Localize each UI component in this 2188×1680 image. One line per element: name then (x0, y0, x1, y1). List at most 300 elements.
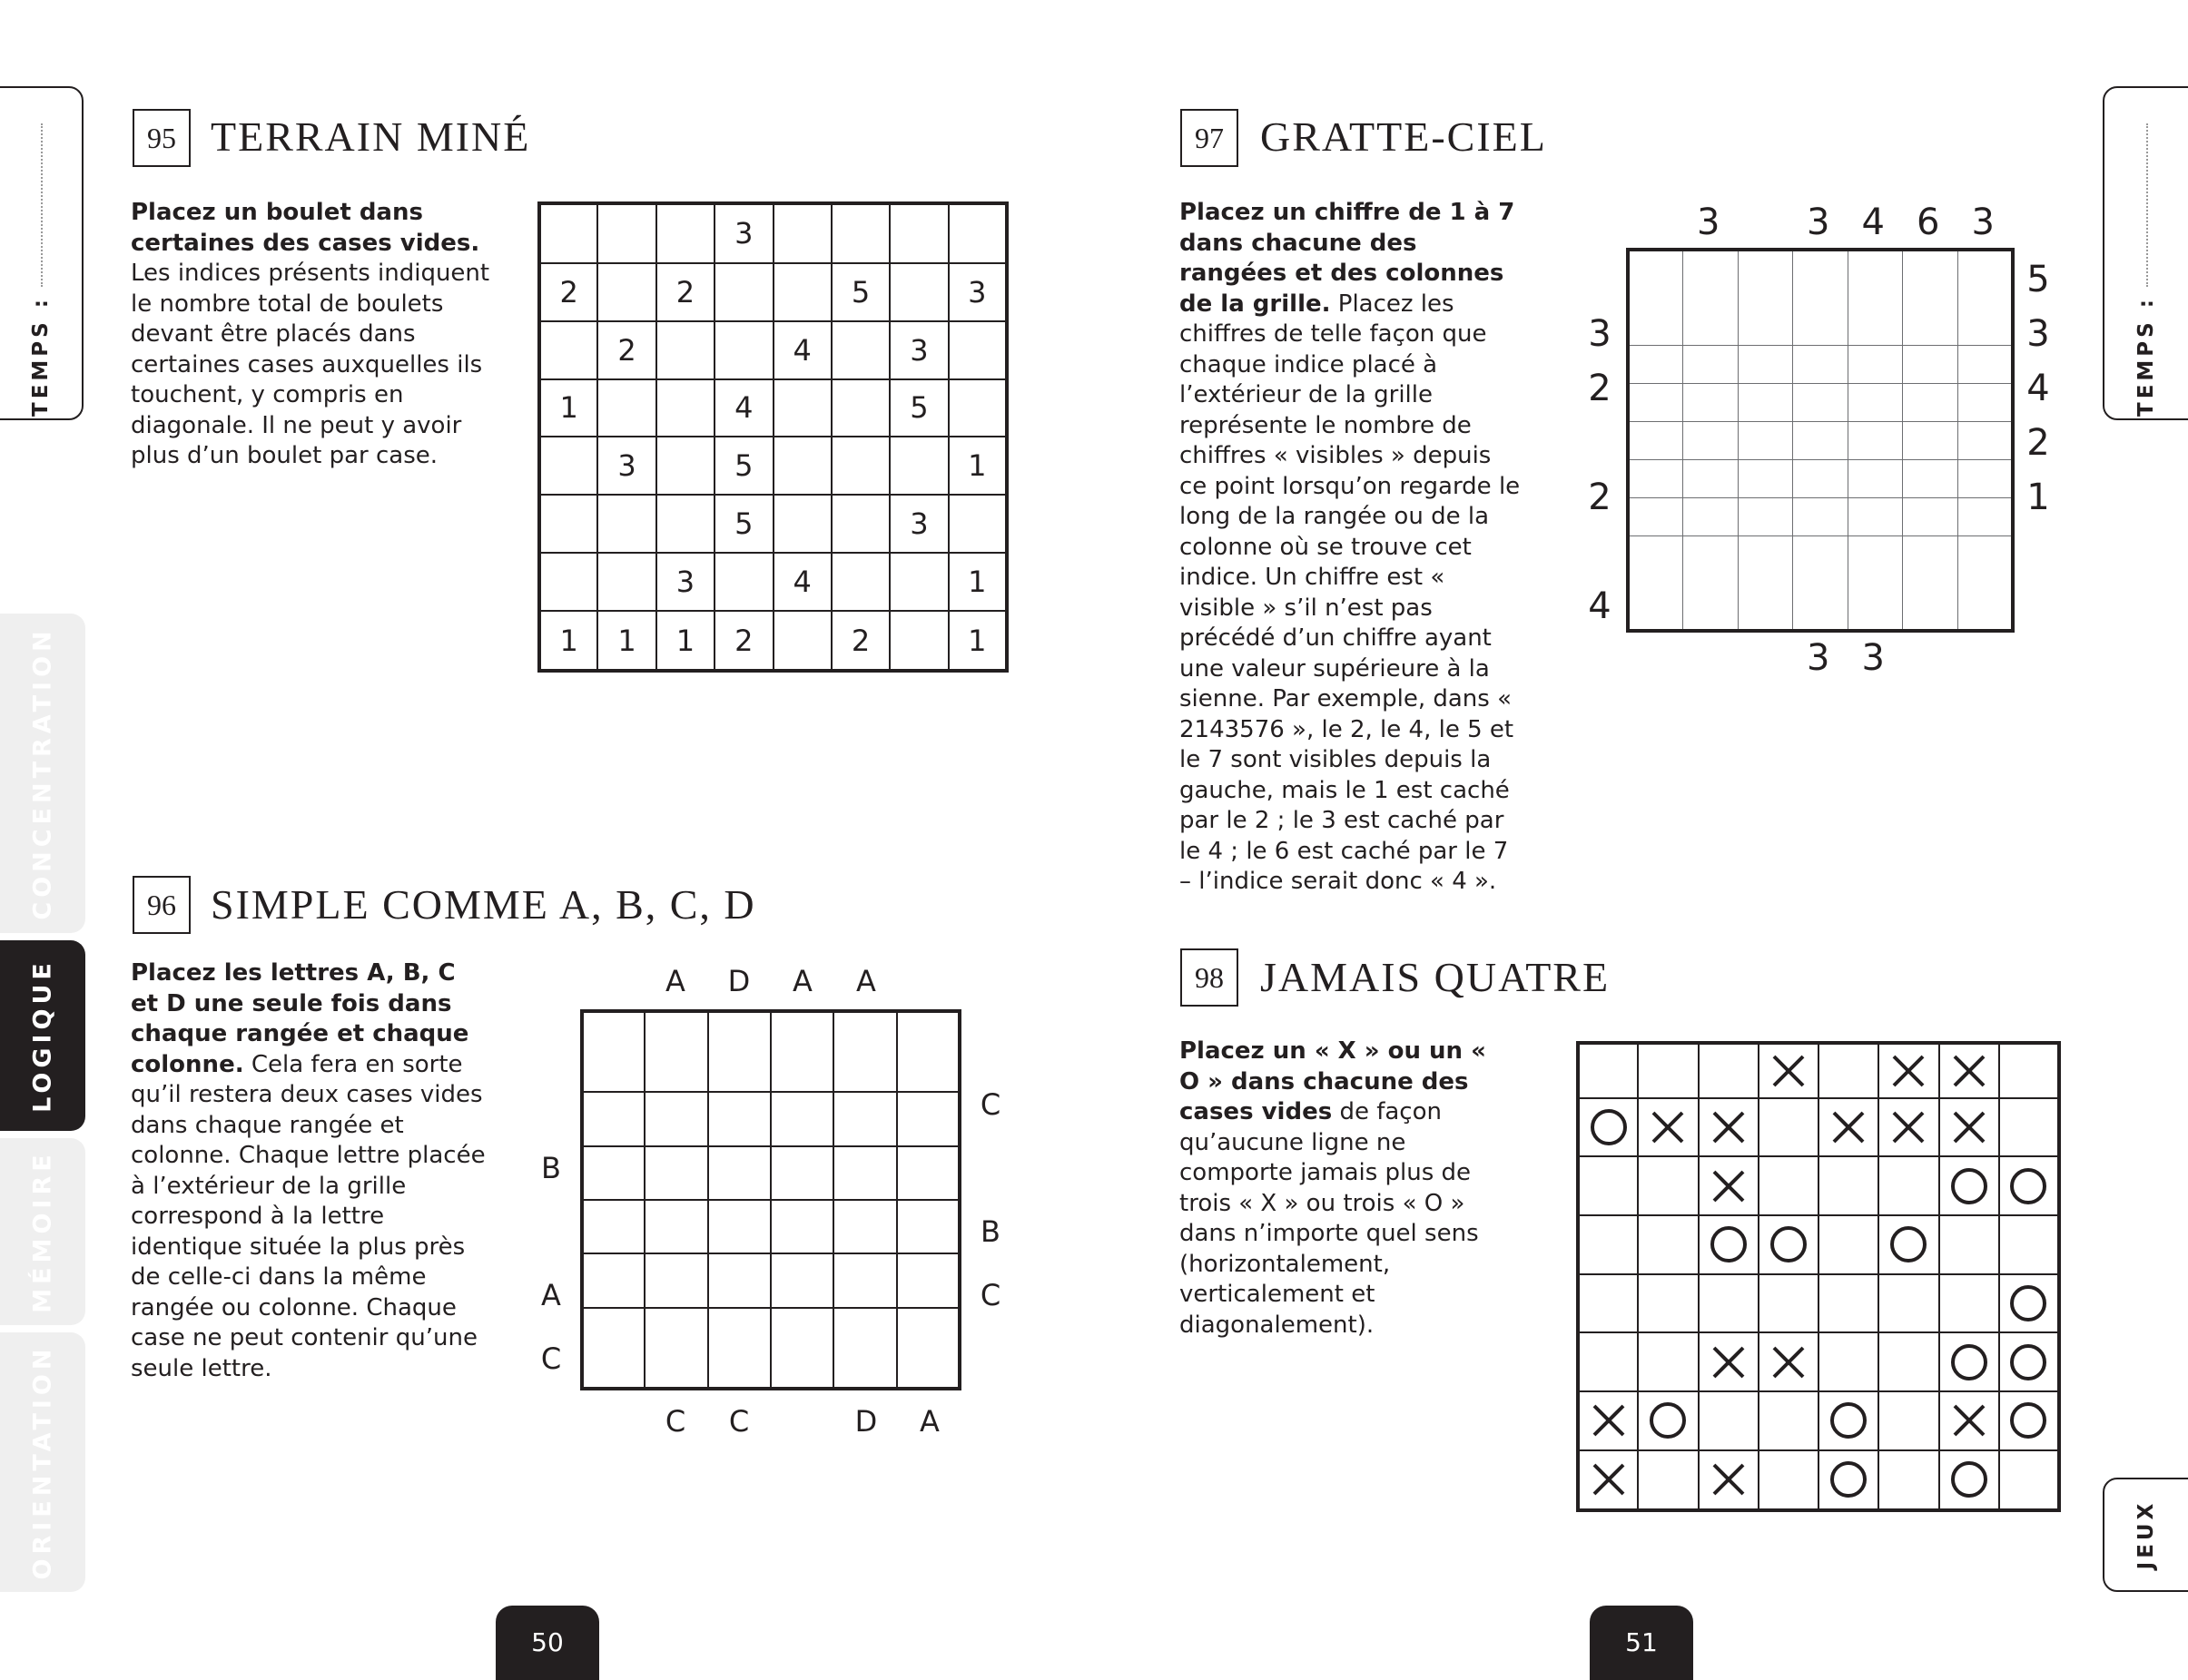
grid-cell[interactable] (1759, 1332, 1818, 1391)
number-clue: 5 (2026, 259, 2050, 300)
grid-cell[interactable] (1683, 421, 1739, 459)
grid-cell[interactable] (1699, 1391, 1759, 1450)
grid-cell[interactable]: 1 (656, 611, 715, 671)
grid-cell[interactable] (1793, 383, 1848, 421)
grid-cell[interactable] (1683, 497, 1739, 535)
grid-cell[interactable] (1878, 1332, 1938, 1391)
grid-cell[interactable] (1738, 535, 1793, 631)
grid-cell[interactable] (833, 1011, 896, 1092)
puzzle-title: JAMAIS QUATRE (1260, 954, 1611, 1000)
grid-cell[interactable] (582, 1200, 645, 1253)
grid-row (582, 1092, 960, 1145)
grid-cell[interactable] (1903, 459, 1958, 497)
grid-cell[interactable] (774, 379, 832, 437)
grid-cell[interactable] (833, 1092, 896, 1145)
tab-jeux-label: JEUX (2134, 1499, 2158, 1570)
puzzle-instructions (1179, 198, 1521, 898)
grid-cell[interactable] (1939, 1215, 1999, 1274)
tab-jeux[interactable] (2103, 1478, 2188, 1592)
grid-cell[interactable] (1699, 1332, 1759, 1391)
grid-cell[interactable] (1939, 1450, 1999, 1510)
o-mark (1709, 1224, 1749, 1264)
grid-cell[interactable] (897, 1200, 960, 1253)
instructions-bold: Placez un boulet dans certaines des cases vides. (131, 199, 480, 257)
grid-cell[interactable] (1793, 345, 1848, 383)
grid-cell[interactable] (1628, 497, 1683, 535)
grid-cell[interactable] (1578, 1156, 1638, 1215)
grid-cell[interactable] (645, 1011, 707, 1092)
grid-cell[interactable] (1939, 1043, 1999, 1098)
grid-cell[interactable]: 1 (597, 611, 655, 671)
tab-memoire[interactable] (0, 1138, 85, 1325)
grid-cell[interactable]: 3 (715, 203, 773, 263)
grid-cell[interactable]: 2 (832, 611, 890, 671)
grid-cell[interactable] (1903, 345, 1958, 383)
grid-cell[interactable]: 1 (949, 553, 1007, 611)
grid-cell[interactable] (832, 321, 890, 379)
grid-cell[interactable] (1939, 1274, 1999, 1333)
grid-cell[interactable] (771, 1200, 833, 1253)
puzzle-instructions (131, 198, 490, 472)
grid-cell[interactable]: 1 (539, 611, 597, 671)
o-mark (2008, 1283, 2048, 1323)
grid-cell[interactable] (1939, 1156, 1999, 1215)
grid-cell[interactable] (1878, 1098, 1938, 1157)
grid-cell[interactable] (645, 1308, 707, 1389)
grid-cell[interactable] (1903, 383, 1958, 421)
grid-row (1628, 459, 2013, 497)
grid-cell[interactable] (1818, 1156, 1878, 1215)
grid-cell[interactable]: 2 (715, 611, 773, 671)
grid-cell[interactable]: 3 (890, 321, 948, 379)
grid-cell[interactable]: 4 (774, 553, 832, 611)
time-label: TEMPS : (2134, 296, 2158, 417)
grid-cell[interactable] (1699, 1098, 1759, 1157)
grid-row (1578, 1156, 2059, 1215)
grid-cell[interactable] (1638, 1215, 1698, 1274)
grid-cell[interactable] (1999, 1043, 2059, 1098)
grid-cell[interactable] (656, 321, 715, 379)
grid-cell[interactable] (1878, 1215, 1938, 1274)
x-mark (1951, 1402, 1987, 1439)
grid-cell[interactable] (1999, 1391, 2059, 1450)
grid-cell[interactable] (897, 1092, 960, 1145)
grid-cell[interactable] (1818, 1098, 1878, 1157)
grid-cell[interactable]: 1 (539, 379, 597, 437)
grid-cell[interactable] (890, 611, 948, 671)
grid-row (582, 1308, 960, 1389)
grid-cell[interactable] (1759, 1215, 1818, 1274)
grid-cell[interactable] (771, 1146, 833, 1200)
grid-cell[interactable] (1818, 1391, 1878, 1450)
grid-cell[interactable] (1628, 345, 1683, 383)
grid-cell[interactable] (1848, 383, 1903, 421)
letter-clue: B (541, 1151, 561, 1185)
x-mark (1710, 1344, 1747, 1380)
grid-cell[interactable] (656, 437, 715, 495)
grid-cell[interactable]: 3 (597, 437, 655, 495)
grid-cell[interactable] (1759, 1274, 1818, 1333)
grid-cell[interactable] (1903, 535, 1958, 631)
grid-cell[interactable] (832, 553, 890, 611)
x-mark (1770, 1053, 1807, 1089)
grid-cell[interactable] (897, 1146, 960, 1200)
grid-cell[interactable] (1878, 1391, 1938, 1450)
grid-cell[interactable] (1939, 1391, 1999, 1450)
number-clue: 3 (1697, 201, 1720, 243)
grid-cell[interactable] (1628, 459, 1683, 497)
puzzle-number: 96 (133, 876, 191, 934)
grid-row (539, 321, 1007, 379)
o-mark (2008, 1166, 2048, 1206)
grid-cell[interactable] (1628, 421, 1683, 459)
grid-cell[interactable] (645, 1253, 707, 1307)
tab-memoire-label: MÉMOIRE (28, 1150, 57, 1313)
grid-cell[interactable] (1793, 497, 1848, 535)
grid-cell[interactable] (1878, 1450, 1938, 1510)
grid-cell[interactable] (1818, 1274, 1878, 1333)
grid-cell[interactable] (1738, 250, 1793, 345)
grid-cell[interactable] (833, 1253, 896, 1307)
grid-cell[interactable] (1848, 535, 1903, 631)
grid-cell[interactable] (1738, 383, 1793, 421)
o-mark (1828, 1400, 1868, 1440)
grid-cell[interactable]: 5 (832, 263, 890, 321)
grid-cell[interactable] (774, 495, 832, 553)
grid-cell[interactable] (582, 1253, 645, 1307)
grid-cell[interactable] (1638, 1043, 1698, 1098)
grid-cell[interactable] (1818, 1332, 1878, 1391)
instructions-text: de façon qu’aucune ligne ne comporte jamais plus de trois « X » ou trois « O » dans n’importe quel sens (horizontalement, verticalement et diagonalement). (1179, 1098, 1479, 1339)
grid-cell[interactable] (1738, 421, 1793, 459)
grid-cell[interactable] (1957, 345, 2013, 383)
grid-cell[interactable] (1957, 535, 2013, 631)
grid-cell[interactable] (1759, 1098, 1818, 1157)
grid-cell[interactable] (1638, 1450, 1698, 1510)
grid-cell[interactable]: 2 (656, 263, 715, 321)
grid-cell[interactable] (774, 611, 832, 671)
grid-cell[interactable] (656, 203, 715, 263)
grid-cell[interactable] (1793, 459, 1848, 497)
grid-cell[interactable]: 3 (890, 495, 948, 553)
grid-cell[interactable] (1578, 1098, 1638, 1157)
grid-cell[interactable] (715, 321, 773, 379)
letter-clue: C (728, 1404, 750, 1439)
grid-cell[interactable] (1638, 1098, 1698, 1157)
grid-cell[interactable] (1818, 1450, 1878, 1510)
grid-cell[interactable] (1848, 250, 1903, 345)
grid-cell[interactable] (897, 1308, 960, 1389)
grid-cell[interactable] (1818, 1043, 1878, 1098)
grid-cell[interactable] (715, 553, 773, 611)
o-mark (1949, 1459, 1989, 1499)
grid-cell[interactable] (771, 1011, 833, 1092)
grid-cell[interactable] (1638, 1391, 1698, 1450)
grid-cell[interactable] (1957, 421, 2013, 459)
number-clue: 3 (1807, 201, 1830, 243)
grid-cell[interactable] (1628, 383, 1683, 421)
grid-cell[interactable] (708, 1146, 771, 1200)
grid-cell[interactable] (597, 203, 655, 263)
grid-cell[interactable] (897, 1253, 960, 1307)
x-mark (1890, 1109, 1927, 1145)
grid-cell[interactable] (1683, 383, 1739, 421)
grid-cell[interactable] (582, 1092, 645, 1145)
grid-cell[interactable] (1638, 1332, 1698, 1391)
grid-cell[interactable] (1848, 459, 1903, 497)
grid-cell[interactable]: 4 (715, 379, 773, 437)
grid-cell[interactable] (890, 553, 948, 611)
grid-cell[interactable] (1628, 250, 1683, 345)
grid-cell[interactable] (539, 321, 597, 379)
minesweeper-grid (537, 201, 1009, 673)
tab-logique-label: LOGIQUE (28, 958, 57, 1113)
o-mark (1589, 1107, 1629, 1147)
grid-row (1578, 1332, 2059, 1391)
grid-cell[interactable] (1957, 250, 2013, 345)
x-mark (1591, 1461, 1627, 1498)
grid-cell[interactable] (1699, 1043, 1759, 1098)
grid-cell[interactable] (774, 203, 832, 263)
grid-cell[interactable] (1738, 459, 1793, 497)
letter-clue: C (665, 1404, 686, 1439)
grid-cell[interactable] (1999, 1450, 2059, 1510)
grid-row (582, 1200, 960, 1253)
grid-cell[interactable] (1848, 345, 1903, 383)
grid-cell[interactable] (539, 553, 597, 611)
grid-cell[interactable]: 5 (890, 379, 948, 437)
number-clue: 2 (1588, 476, 1611, 518)
grid-cell[interactable] (1903, 497, 1958, 535)
number-clue: 3 (1971, 201, 1995, 243)
grid-cell[interactable] (832, 437, 890, 495)
grid-cell[interactable]: 2 (539, 263, 597, 321)
grid-cell[interactable] (656, 495, 715, 553)
grid-cell[interactable] (1578, 1391, 1638, 1450)
grid-cell[interactable] (1683, 459, 1739, 497)
grid-cell[interactable] (1578, 1274, 1638, 1333)
grid-cell[interactable]: 3 (949, 263, 1007, 321)
grid-cell[interactable] (1793, 535, 1848, 631)
tab-orientation[interactable] (0, 1332, 85, 1592)
grid-cell[interactable] (597, 495, 655, 553)
grid-cell[interactable] (582, 1146, 645, 1200)
grid-cell[interactable] (1793, 421, 1848, 459)
grid-cell[interactable] (833, 1146, 896, 1200)
instructions-text: Les indices présents indiquent le nombre total de boulets devant être placés dans certaines cases auxquelles ils touchent, y compris en diagonale. Il ne peut y avoir plus d’un boulet par case. (131, 260, 490, 469)
grid-cell[interactable] (1638, 1274, 1698, 1333)
grid-cell[interactable] (1738, 345, 1793, 383)
grid-cell[interactable] (1999, 1098, 2059, 1157)
grid-cell[interactable] (1999, 1274, 2059, 1333)
grid-cell[interactable] (832, 495, 890, 553)
grid-cell[interactable] (708, 1253, 771, 1307)
number-clue: 1 (2026, 476, 2050, 518)
grid-cell[interactable] (1999, 1215, 2059, 1274)
grid-cell[interactable] (645, 1092, 707, 1145)
grid-cell[interactable] (597, 553, 655, 611)
grid-cell[interactable] (1759, 1043, 1818, 1098)
grid-cell[interactable] (1818, 1215, 1878, 1274)
grid-cell[interactable] (708, 1011, 771, 1092)
grid-row (1578, 1043, 2059, 1098)
o-mark (2008, 1342, 2048, 1382)
grid-cell[interactable]: 5 (715, 495, 773, 553)
instructions-bold: Placez les lettres A, B, C et D une seule fois dans chaque rangée et chaque colonne. (131, 959, 469, 1078)
x-mark (1710, 1109, 1747, 1145)
grid-cell[interactable] (582, 1308, 645, 1389)
grid-cell[interactable] (1683, 345, 1739, 383)
grid-cell[interactable] (1759, 1391, 1818, 1450)
grid-cell[interactable] (539, 495, 597, 553)
grid-cell[interactable] (949, 495, 1007, 553)
grid-cell[interactable] (949, 379, 1007, 437)
grid-cell[interactable] (597, 379, 655, 437)
grid-cell[interactable] (715, 263, 773, 321)
grid-row (539, 437, 1007, 495)
grid-cell[interactable] (656, 379, 715, 437)
page-number-right: 51 (1590, 1606, 1693, 1680)
grid-cell[interactable]: 3 (656, 553, 715, 611)
grid-cell[interactable]: 4 (774, 321, 832, 379)
number-clue: 4 (1588, 585, 1611, 627)
puzzle-number: 95 (133, 109, 191, 167)
grid-row (539, 379, 1007, 437)
grid-cell[interactable]: 5 (715, 437, 773, 495)
grid-cell[interactable] (771, 1308, 833, 1389)
grid-cell[interactable] (774, 263, 832, 321)
grid-cell[interactable] (1699, 1274, 1759, 1333)
grid-cell[interactable] (1903, 421, 1958, 459)
grid-cell[interactable] (833, 1308, 896, 1389)
grid-cell[interactable] (833, 1200, 896, 1253)
number-clue: 2 (2026, 422, 2050, 464)
grid-cell[interactable] (1878, 1043, 1938, 1098)
grid-cell[interactable] (1628, 535, 1683, 631)
time-dotted-line (41, 123, 43, 287)
grid-cell[interactable] (1638, 1156, 1698, 1215)
grid-cell[interactable] (645, 1146, 707, 1200)
grid-cell[interactable] (1683, 250, 1739, 345)
letter-clue: B (981, 1214, 1000, 1249)
instructions-bold: Placez un « X » ou un « O » dans chacune des cases vides (1179, 1037, 1486, 1125)
grid-row (1578, 1391, 2059, 1450)
grid-cell[interactable] (1759, 1156, 1818, 1215)
grid-row (539, 611, 1007, 671)
grid-cell[interactable] (1957, 459, 2013, 497)
grid-row (539, 553, 1007, 611)
grid-row (539, 495, 1007, 553)
letter-clue: D (854, 1404, 878, 1439)
grid-cell[interactable] (1578, 1215, 1638, 1274)
grid-cell[interactable] (832, 203, 890, 263)
grid-cell[interactable] (1939, 1098, 1999, 1157)
grid-row (1578, 1098, 2059, 1157)
grid-cell[interactable] (897, 1011, 960, 1092)
o-mark (1769, 1224, 1809, 1264)
letter-clue: A (541, 1278, 561, 1312)
grid-cell[interactable] (774, 437, 832, 495)
grid-cell[interactable] (1999, 1332, 2059, 1391)
grid-cell[interactable]: 1 (949, 611, 1007, 671)
instructions-text: Cela fera en sorte qu’il restera deux cases vides dans chaque rangée et colonne. Chaque lettre placée à l’extérieur de la grille correspond à la lettre identique située la plus près de celle-ci dans la même rangée ou colonne. Chaque case ne peut contenir qu’une seule lettre. (131, 1050, 486, 1382)
grid-cell[interactable] (1578, 1450, 1638, 1510)
grid-cell[interactable] (1957, 497, 2013, 535)
puzzle-number: 97 (1180, 109, 1238, 167)
grid-cell[interactable] (949, 203, 1007, 263)
tab-concentration[interactable] (0, 614, 85, 933)
grid-cell[interactable]: 1 (949, 437, 1007, 495)
grid-cell[interactable] (1848, 497, 1903, 535)
grid-cell[interactable] (645, 1200, 707, 1253)
letter-clue: D (727, 964, 751, 998)
grid-cell[interactable]: 2 (597, 321, 655, 379)
grid-cell[interactable] (832, 379, 890, 437)
x-mark (1890, 1053, 1927, 1089)
grid-cell[interactable] (708, 1308, 771, 1389)
grid-cell[interactable] (1793, 250, 1848, 345)
grid-cell[interactable] (1759, 1450, 1818, 1510)
grid-cell[interactable] (771, 1253, 833, 1307)
grid-row (539, 203, 1007, 263)
grid-cell[interactable] (771, 1092, 833, 1145)
grid-cell[interactable] (1878, 1156, 1938, 1215)
grid-cell[interactable] (1699, 1215, 1759, 1274)
time-dotted-line (2146, 123, 2148, 287)
number-clue: 3 (1807, 637, 1830, 679)
grid-row (1628, 497, 2013, 535)
x-mark (1591, 1402, 1627, 1439)
grid-cell[interactable] (1699, 1450, 1759, 1510)
number-clue: 2 (1588, 368, 1611, 409)
grid-cell[interactable] (1699, 1156, 1759, 1215)
grid-cell[interactable] (890, 263, 948, 321)
grid-row (582, 1146, 960, 1200)
grid-cell[interactable] (1999, 1156, 2059, 1215)
o-mark (1828, 1459, 1868, 1499)
grid-cell[interactable] (1903, 250, 1958, 345)
grid-cell[interactable] (1848, 421, 1903, 459)
grid-cell[interactable] (539, 437, 597, 495)
grid-cell[interactable] (1878, 1274, 1938, 1333)
tab-orientation-label: ORIENTATION (28, 1344, 57, 1580)
grid-row (1628, 535, 2013, 631)
skyscraper-grid (1626, 248, 2015, 633)
grid-cell[interactable] (1683, 535, 1739, 631)
tab-logique[interactable] (0, 940, 85, 1131)
grid-cell[interactable] (1578, 1332, 1638, 1391)
grid-cell[interactable] (1939, 1332, 1999, 1391)
grid-cell[interactable] (1738, 497, 1793, 535)
puzzle-instructions (1179, 1036, 1512, 1341)
x-mark (1710, 1461, 1747, 1498)
grid-cell[interactable] (949, 321, 1007, 379)
grid-row (1578, 1215, 2059, 1274)
grid-cell[interactable] (890, 437, 948, 495)
grid-cell[interactable] (1578, 1043, 1638, 1098)
grid-cell[interactable] (539, 203, 597, 263)
xo-grid (1576, 1041, 2061, 1512)
grid-cell[interactable] (1957, 383, 2013, 421)
grid-cell[interactable] (597, 263, 655, 321)
grid-cell[interactable] (890, 203, 948, 263)
grid-cell[interactable] (708, 1200, 771, 1253)
grid-cell[interactable] (708, 1092, 771, 1145)
time-label: TEMPS : (29, 296, 53, 417)
grid-cell[interactable] (582, 1011, 645, 1092)
grid-row (539, 263, 1007, 321)
number-clue: 6 (1917, 201, 1940, 243)
